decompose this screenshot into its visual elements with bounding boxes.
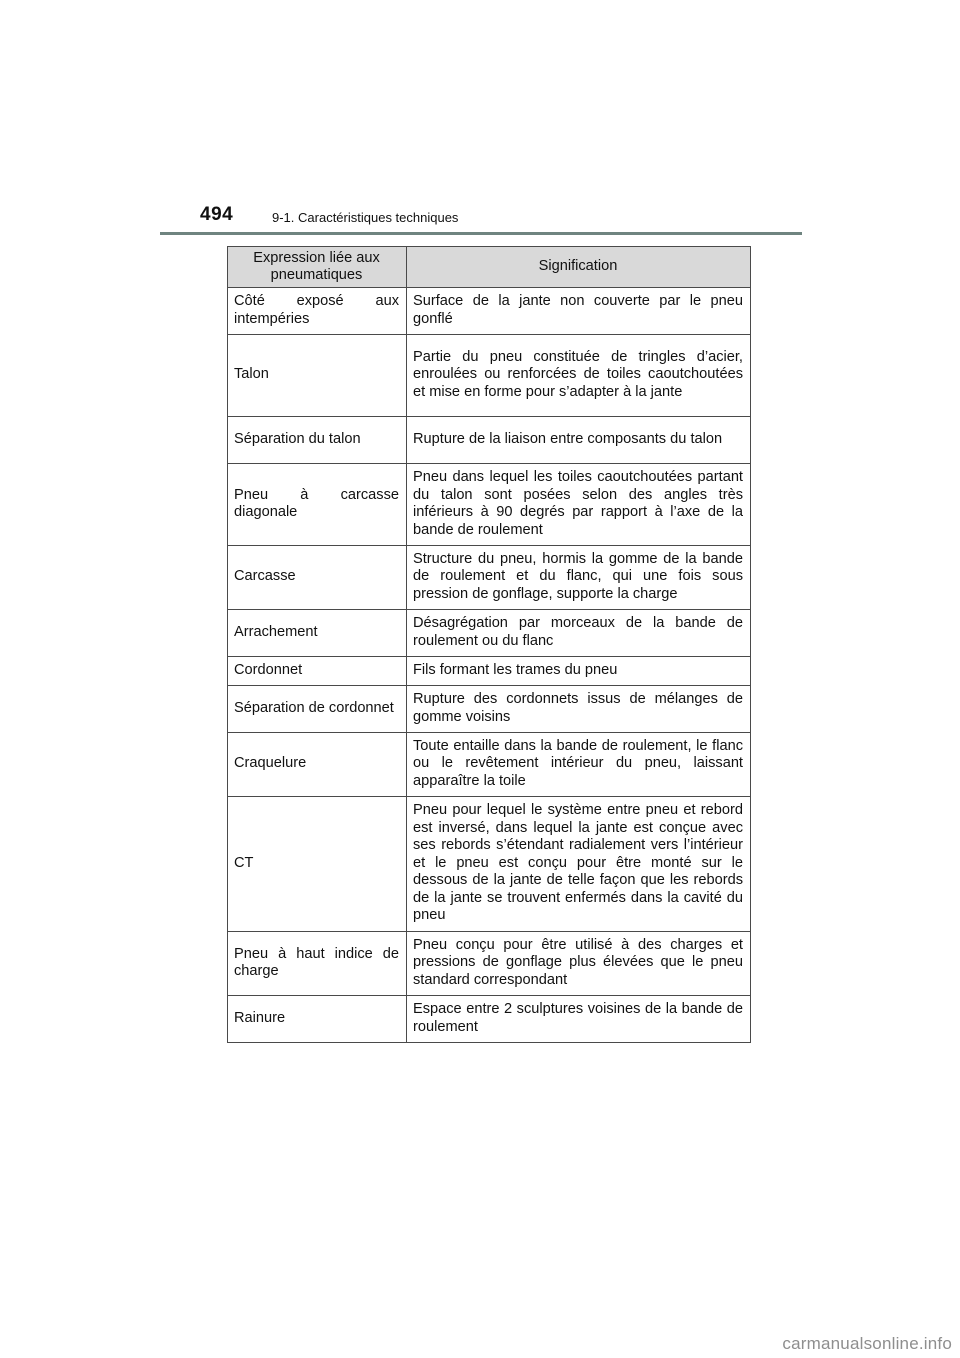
site-watermark: carmanualsonline.info [782,1334,952,1353]
definition-cell: Structure du pneu, hormis la gomme de la bande de roulement et du flanc, qui une fois sous pression de gonflage, supporte la charge [407,546,751,610]
page-number: 494 [200,204,234,225]
term-cell: Côté exposé aux intempéries [228,288,407,335]
table-row [228,733,751,797]
table-row [228,996,751,1043]
table-row [228,657,751,686]
term-cell: Craquelure [228,733,407,797]
table-row [228,335,751,417]
table-row [228,546,751,610]
table-row [228,797,751,932]
term-cell: Séparation de cordonnet [228,686,407,733]
tire-terms-table [227,246,751,1043]
definition-cell: Pneu conçu pour être utilisé à des charges et pressions de gonflage plus élevées que le pneu standard correspondant [407,932,751,996]
table-row [228,610,751,657]
table-row [228,464,751,546]
definition-cell: Surface de la jante non couverte par le pneu gonflé [407,288,751,335]
definition-cell: Rupture des cordonnets issus de mélanges de gomme voisins [407,686,751,733]
column-header-term: Expression liée aux pneumatiques [228,247,407,288]
term-cell: Talon [228,335,407,417]
header-divider [160,232,802,235]
definition-cell: Pneu pour lequel le système entre pneu et rebord est inversé, dans lequel la jante est conçue avec ses rebords s’étendant radialement vers l’intérieur et le pneu est conçu pour être monté sur le dessous de la jante de telle façon que les rebords de la jante se trouvent enfermés dans la cavité du pneu [407,797,751,932]
table-row [228,417,751,464]
table-row [228,686,751,733]
definition-cell: Partie du pneu constituée de tringles d’acier, enroulées ou renforcées de toiles caoutchoutées et mise en forme pour s’adapter à la jante [407,335,751,417]
term-cell: Séparation du talon [228,417,407,464]
page-header [0,0,960,240]
definition-cell: Fils formant les trames du pneu [407,657,751,686]
table-row [228,932,751,996]
term-cell: CT [228,797,407,932]
term-cell: Pneu à haut indice de charge [228,932,407,996]
definition-cell: Rupture de la liaison entre composants du talon [407,417,751,464]
term-cell: Carcasse [228,546,407,610]
definition-cell: Toute entaille dans la bande de roulement, le flanc ou le revêtement intérieur du pneu, laissant apparaître la toile [407,733,751,797]
term-cell: Pneu à carcasse diagonale [228,464,407,546]
definition-cell: Espace entre 2 sculptures voisines de la bande de roulement [407,996,751,1043]
term-cell: Cordonnet [228,657,407,686]
table-row [228,288,751,335]
section-title: 9-1. Caractéristiques techniques [272,210,459,225]
definition-cell: Pneu dans lequel les toiles caoutchoutées partant du talon sont posées selon des angles très inférieurs à 90 degrés par rapport à l’axe de la bande de roulement [407,464,751,546]
table-header-row [228,247,751,288]
column-header-definition: Signification [407,247,751,288]
term-cell: Arrachement [228,610,407,657]
definition-cell: Désagrégation par morceaux de la bande de roulement ou du flanc [407,610,751,657]
term-cell: Rainure [228,996,407,1043]
